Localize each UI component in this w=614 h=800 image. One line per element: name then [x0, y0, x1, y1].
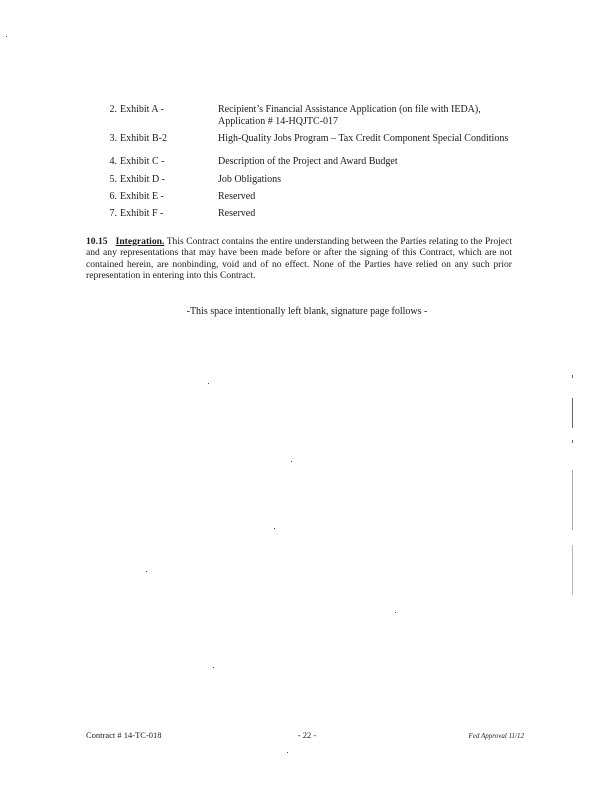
exhibit-number: 6. — [109, 191, 117, 202]
scan-edge-mark — [572, 440, 573, 443]
scan-speck — [287, 752, 288, 753]
blank-space-note: -This space intentionally left blank, signature page follows - — [186, 306, 428, 317]
scan-speck — [146, 571, 147, 572]
exhibit-list — [103, 104, 523, 219]
section-body: This Contract contains the entire understanding between the Parties relating to the Project and any representations that may have been made before or after the signing of this Contract, which are not contained herein, are nonbinding, void and of no effect. None of the Parties have relied on any such prior representation in entering into this Contract. — [86, 236, 512, 282]
exhibit-label: Exhibit E - — [120, 191, 164, 202]
exhibit-number: 2. — [109, 104, 117, 115]
scan-edge-mark — [572, 545, 573, 595]
exhibit-label: Exhibit C - — [120, 156, 165, 167]
footer-page-number: - 22 - — [297, 730, 317, 740]
exhibit-description — [218, 191, 528, 203]
exhibit-description — [218, 174, 528, 186]
exhibit-description-line: Reserved — [218, 191, 256, 202]
footer-approval-note: Fed Approval 11/12 — [468, 732, 524, 740]
exhibit-label: Exhibit A - — [120, 104, 164, 115]
scan-edge-mark — [572, 375, 573, 378]
exhibit-number: 5. — [109, 174, 117, 185]
exhibit-description-line: Job Obligations — [218, 174, 282, 185]
exhibit-description-line: Reserved — [218, 208, 256, 219]
exhibit-label: Exhibit F - — [120, 208, 164, 219]
exhibit-number: 7. — [109, 208, 117, 219]
exhibit-label: Exhibit B-2 — [120, 133, 167, 144]
exhibit-label: Exhibit D - — [120, 174, 165, 185]
section-number: 10.15 — [86, 236, 108, 247]
exhibit-description-line: Description of the Project and Award Budget — [218, 156, 398, 167]
scan-speck — [395, 612, 396, 613]
exhibit-description-line: High-Quality Jobs Program – Tax Credit Component Special Conditions — [218, 133, 509, 144]
scan-speck — [6, 36, 7, 37]
scan-speck — [208, 383, 209, 384]
section-title: Integration. — [115, 236, 165, 247]
exhibit-description — [218, 156, 528, 168]
scan-speck — [274, 528, 275, 529]
exhibit-number: 4. — [109, 156, 117, 167]
exhibit-description — [218, 133, 528, 145]
exhibit-number: 3. — [109, 133, 117, 144]
scan-edge-mark — [572, 398, 573, 428]
scan-speck — [291, 461, 292, 462]
exhibit-item — [103, 104, 523, 128]
exhibit-description — [218, 104, 528, 128]
exhibit-description — [218, 208, 528, 220]
scan-speck — [213, 667, 214, 668]
footer-contract-number: Contract # 14-TC-018 — [86, 730, 162, 740]
scan-edge-mark — [572, 470, 573, 530]
integration-clause — [86, 236, 512, 282]
exhibit-description-line: Application # 14-HQJTC-017 — [218, 116, 338, 127]
exhibit-description-line: Recipient’s Financial Assistance Application (on file with IEDA), — [218, 104, 481, 115]
